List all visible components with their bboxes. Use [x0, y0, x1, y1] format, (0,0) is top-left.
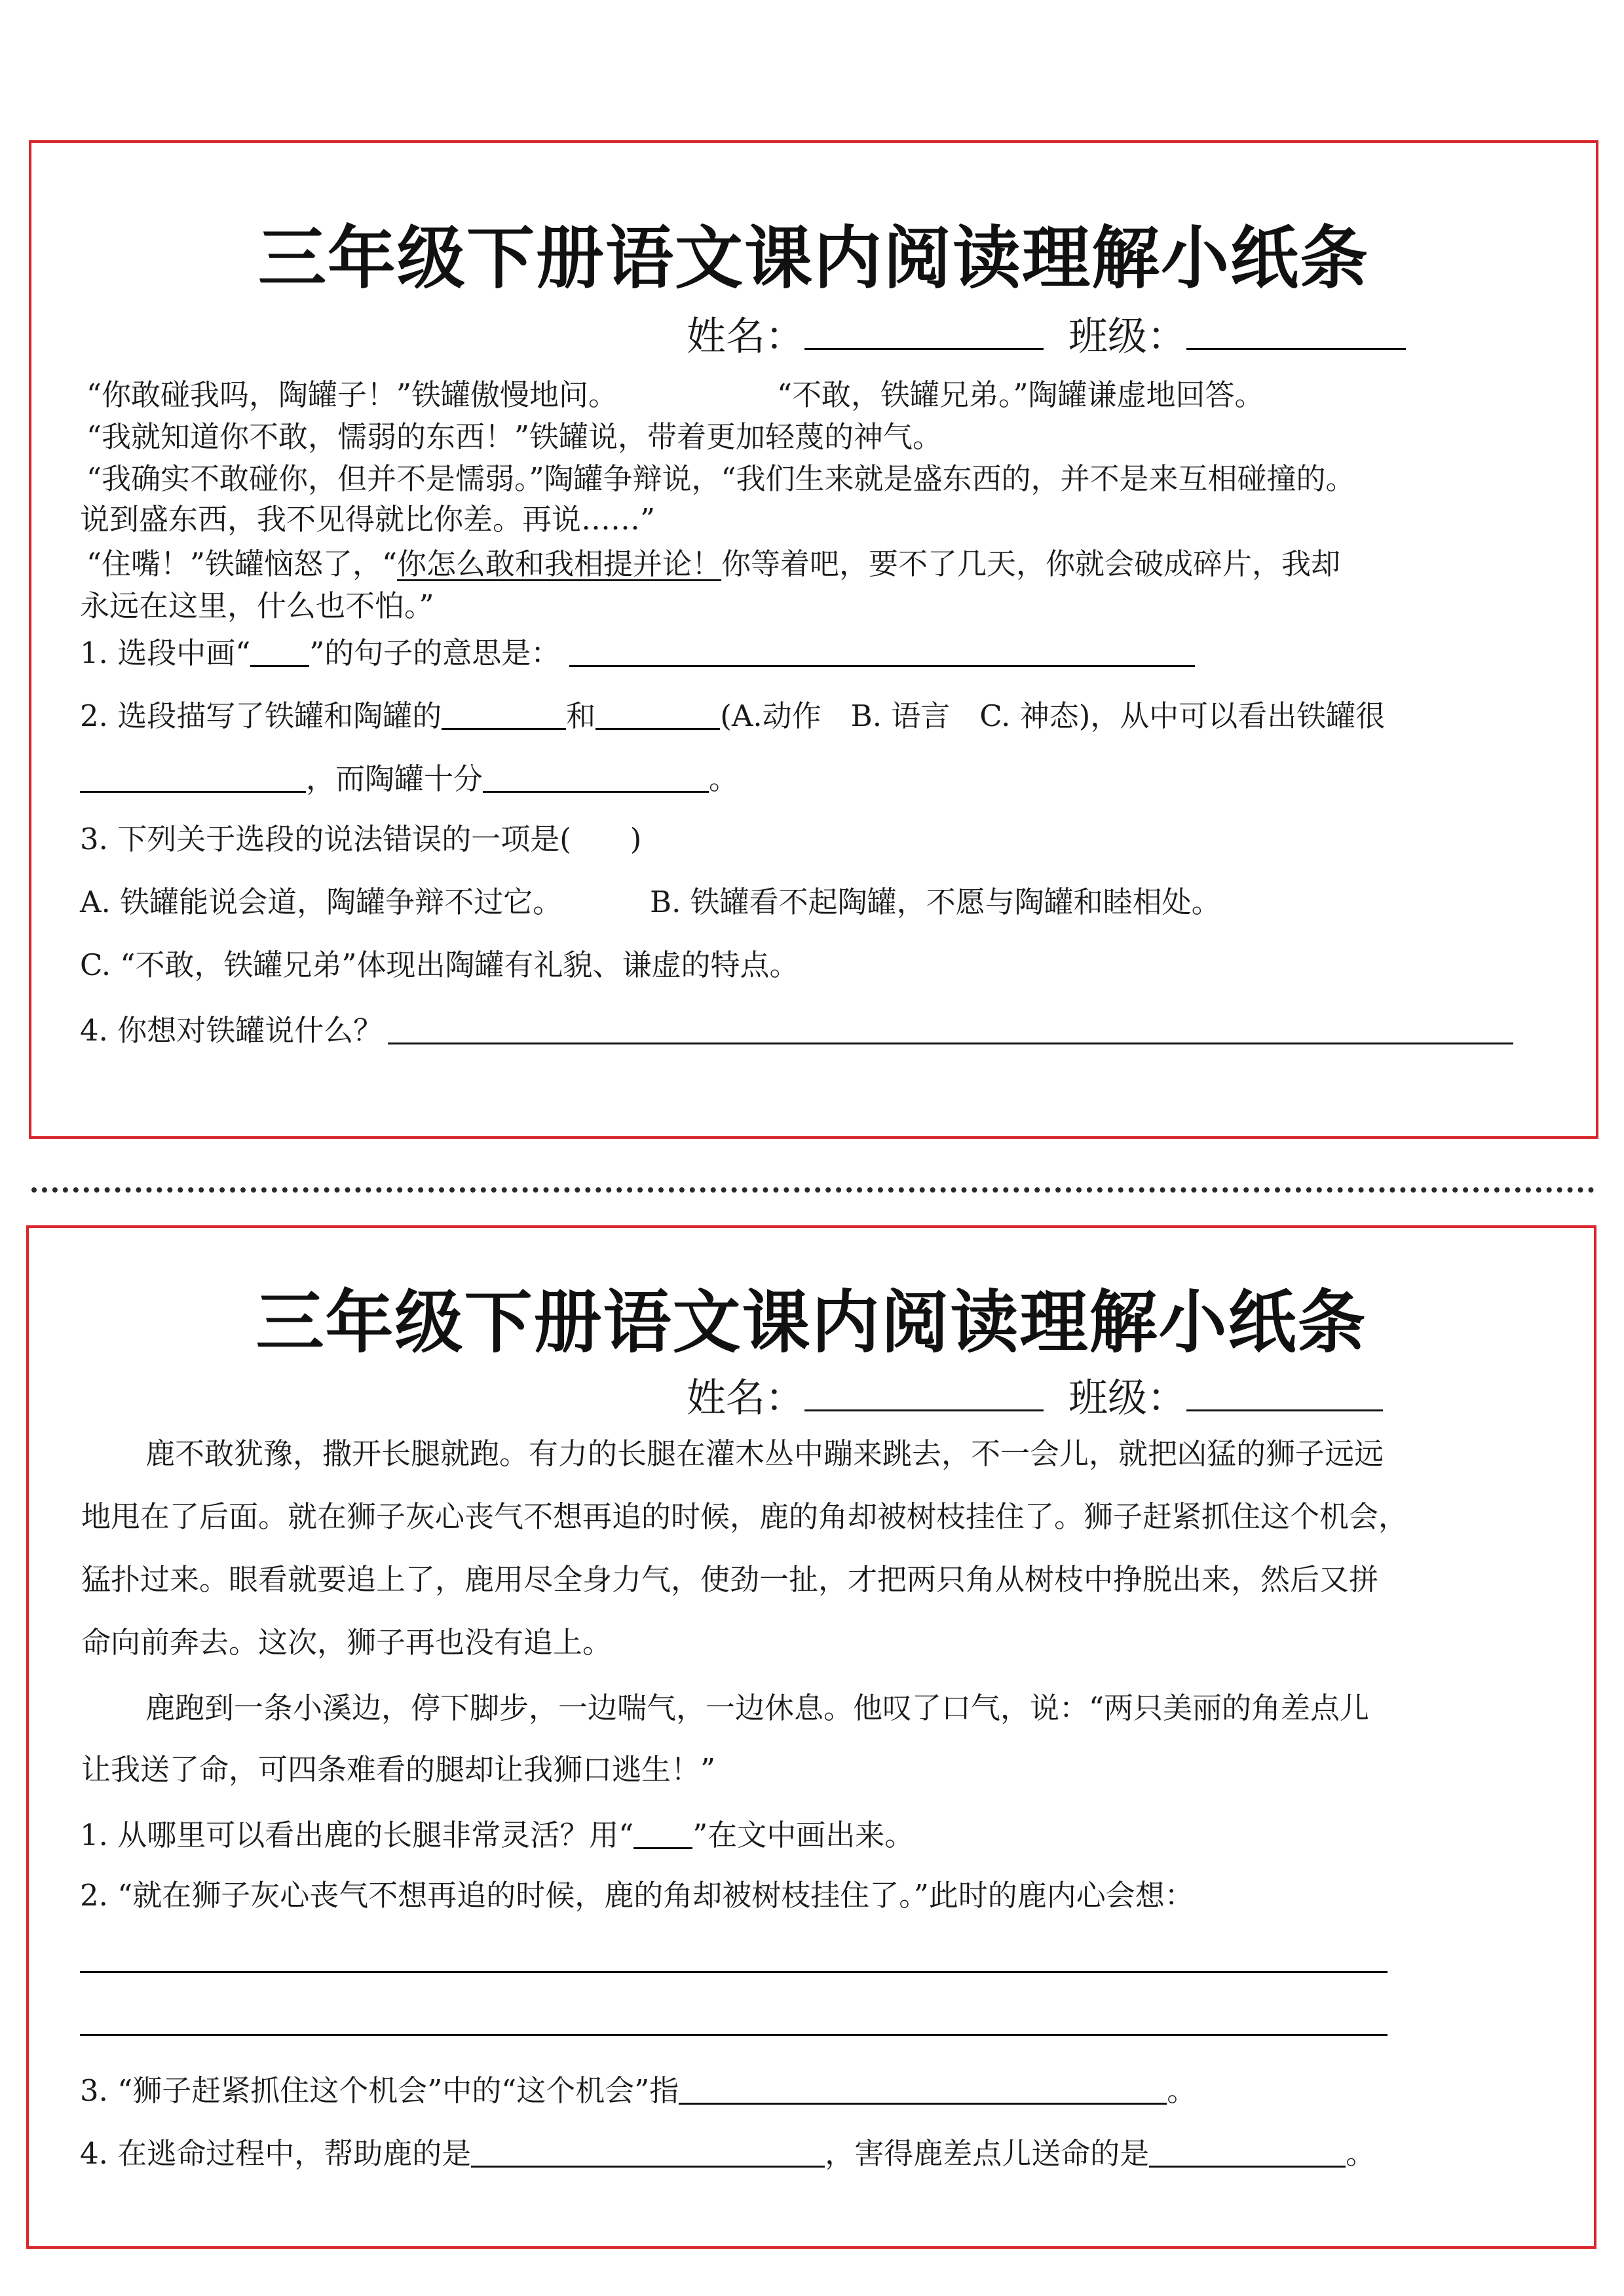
- answer-blank[interactable]: [595, 698, 720, 730]
- answer-blank[interactable]: [483, 761, 709, 793]
- name-label: 姓名：: [687, 314, 804, 360]
- question-text: 1. 从哪里可以看出鹿的长腿非常灵活？用“: [80, 1818, 634, 1852]
- worksheet-card-2: [26, 1225, 1596, 2249]
- answer-blank[interactable]: [679, 2073, 1167, 2105]
- question-2: 2. “就在狮子灰心丧气不想再追的时候，鹿的角却被树枝挂住了。”此时的鹿内心会想：: [80, 1878, 1194, 1913]
- question-2: [80, 698, 1385, 731]
- passage-line: 鹿不敢犹豫，撒开长腿就跑。有力的长腿在灌木丛中蹦来跳去，不一会儿，就把凶猛的狮子远远: [145, 1436, 1384, 1471]
- question-text: ，而陶罐十分: [306, 761, 483, 796]
- option-c[interactable]: C. “不敢，铁罐兄弟”体现出陶罐有礼貌、谦虚的特点。: [80, 947, 799, 982]
- question-text: 3. “狮子赶紧抓住这个机会”中的“这个机会”指: [80, 2073, 679, 2108]
- question-1: [80, 1818, 914, 1850]
- answer-line[interactable]: [80, 1971, 1388, 1973]
- passage-line: “你敢碰我吗，陶罐子！”铁罐傲慢地问。: [86, 377, 618, 412]
- option-b[interactable]: B. 铁罐看不起陶罐，不愿与陶罐和睦相处。: [650, 885, 1221, 919]
- question-4: [80, 1013, 1513, 1048]
- question-2-cont: [80, 761, 738, 794]
- answer-blank[interactable]: [80, 761, 306, 793]
- passage-text: 你等着吧，要不了几天，你就会破成碎片，我却: [721, 546, 1341, 581]
- class-label: 班级：: [1068, 314, 1186, 360]
- question-text: 2. 选段描写了铁罐和陶罐的: [80, 698, 442, 733]
- question-text: ”在文中画出来。: [692, 1818, 915, 1852]
- passage-line: 说到盛东西，我不见得就比你差。再说……”: [80, 502, 656, 537]
- passage-line: 地甩在了后面。就在狮子灰心丧气不想再追的时候，鹿的角却被树枝挂住了。狮子赶紧抓住这个机会，: [81, 1499, 1408, 1534]
- passage-line: 让我送了命，可四条难看的腿却让我狮口逃生！”: [81, 1752, 716, 1787]
- question-3: 3. 下列关于选段的说法错误的一项是( ): [80, 822, 642, 856]
- question-text: ，害得鹿差点儿送命的是: [825, 2136, 1150, 2171]
- answer-line[interactable]: [388, 1013, 1513, 1044]
- passage-line: “我确实不敢碰你，但并不是懦弱。”陶罐争辩说，“我们生来就是盛东西的，并不是来互相碰撞的。: [86, 461, 1355, 496]
- answer-blank[interactable]: [471, 2136, 825, 2168]
- question-text: 和: [566, 698, 596, 733]
- worksheet-card-1: [29, 140, 1598, 1139]
- question-1: [80, 636, 1195, 668]
- passage-text: “住嘴！”铁罐恼怒了，“: [86, 546, 398, 581]
- name-class-line: [687, 305, 1406, 362]
- answer-line[interactable]: [80, 2034, 1388, 2036]
- passage-line: 鹿跑到一条小溪边，停下脚步，一边喘气，一边休息。他叹了口气，说：“两只美丽的角差点儿: [145, 1691, 1370, 1725]
- answer-blank[interactable]: [1149, 2136, 1346, 2168]
- class-blank[interactable]: [1186, 313, 1406, 350]
- question-text: ”的句子的意思是：: [309, 636, 561, 670]
- class-blank[interactable]: [1186, 1374, 1383, 1411]
- passage-line: 命向前奔去。这次，狮子再也没有追上。: [81, 1625, 613, 1660]
- name-class-line: [687, 1367, 1383, 1423]
- question-text: 。: [1167, 2073, 1197, 2108]
- answer-line[interactable]: [569, 636, 1195, 667]
- underline-mark: [633, 1818, 692, 1849]
- passage-line: 猛扑过来。眼看就要追上了，鹿用尽全身力气，使劲一扯，才把两只角从树枝中挣脱出来，然后又拼: [81, 1562, 1379, 1597]
- name-blank[interactable]: [804, 1374, 1044, 1411]
- passage-line: [86, 546, 1341, 581]
- class-label: 班级：: [1068, 1375, 1186, 1421]
- question-text: 4. 你想对铁罐说什么？: [80, 1013, 383, 1048]
- answer-blank[interactable]: [442, 698, 566, 730]
- passage-line: “不敢，铁罐兄弟。”陶罐谦虚地回答。: [777, 377, 1264, 412]
- dotted-divider: [31, 1187, 1595, 1193]
- passage-line: “我就知道你不敢，懦弱的东西！”铁罐说，带着更加轻蔑的神气。: [86, 419, 943, 454]
- worksheet-title: 三年级下册语文课内阅读理解小纸条: [257, 218, 1369, 298]
- name-label: 姓名：: [687, 1375, 804, 1421]
- name-blank[interactable]: [804, 313, 1044, 350]
- option-a[interactable]: A. 铁罐能说会道，陶罐争辩不过它。: [80, 885, 563, 919]
- worksheet-title: 三年级下册语文课内阅读理解小纸条: [255, 1282, 1367, 1362]
- question-3: [80, 2073, 1197, 2108]
- underline-mark: [250, 636, 309, 667]
- question-text: 1. 选段中画“: [80, 636, 251, 670]
- question-text: (A.动作 B. 语言 C. 神态)，从中可以看出铁罐很: [720, 698, 1386, 733]
- question-text: 。: [1346, 2136, 1376, 2171]
- question-4: [80, 2136, 1376, 2171]
- question-text: 。: [709, 761, 739, 796]
- passage-line: 永远在这里，什么也不怕。”: [80, 588, 434, 623]
- question-text: 4. 在逃命过程中，帮助鹿的是: [80, 2136, 472, 2171]
- underlined-sentence: 你怎么敢和我相提并论！: [397, 546, 722, 581]
